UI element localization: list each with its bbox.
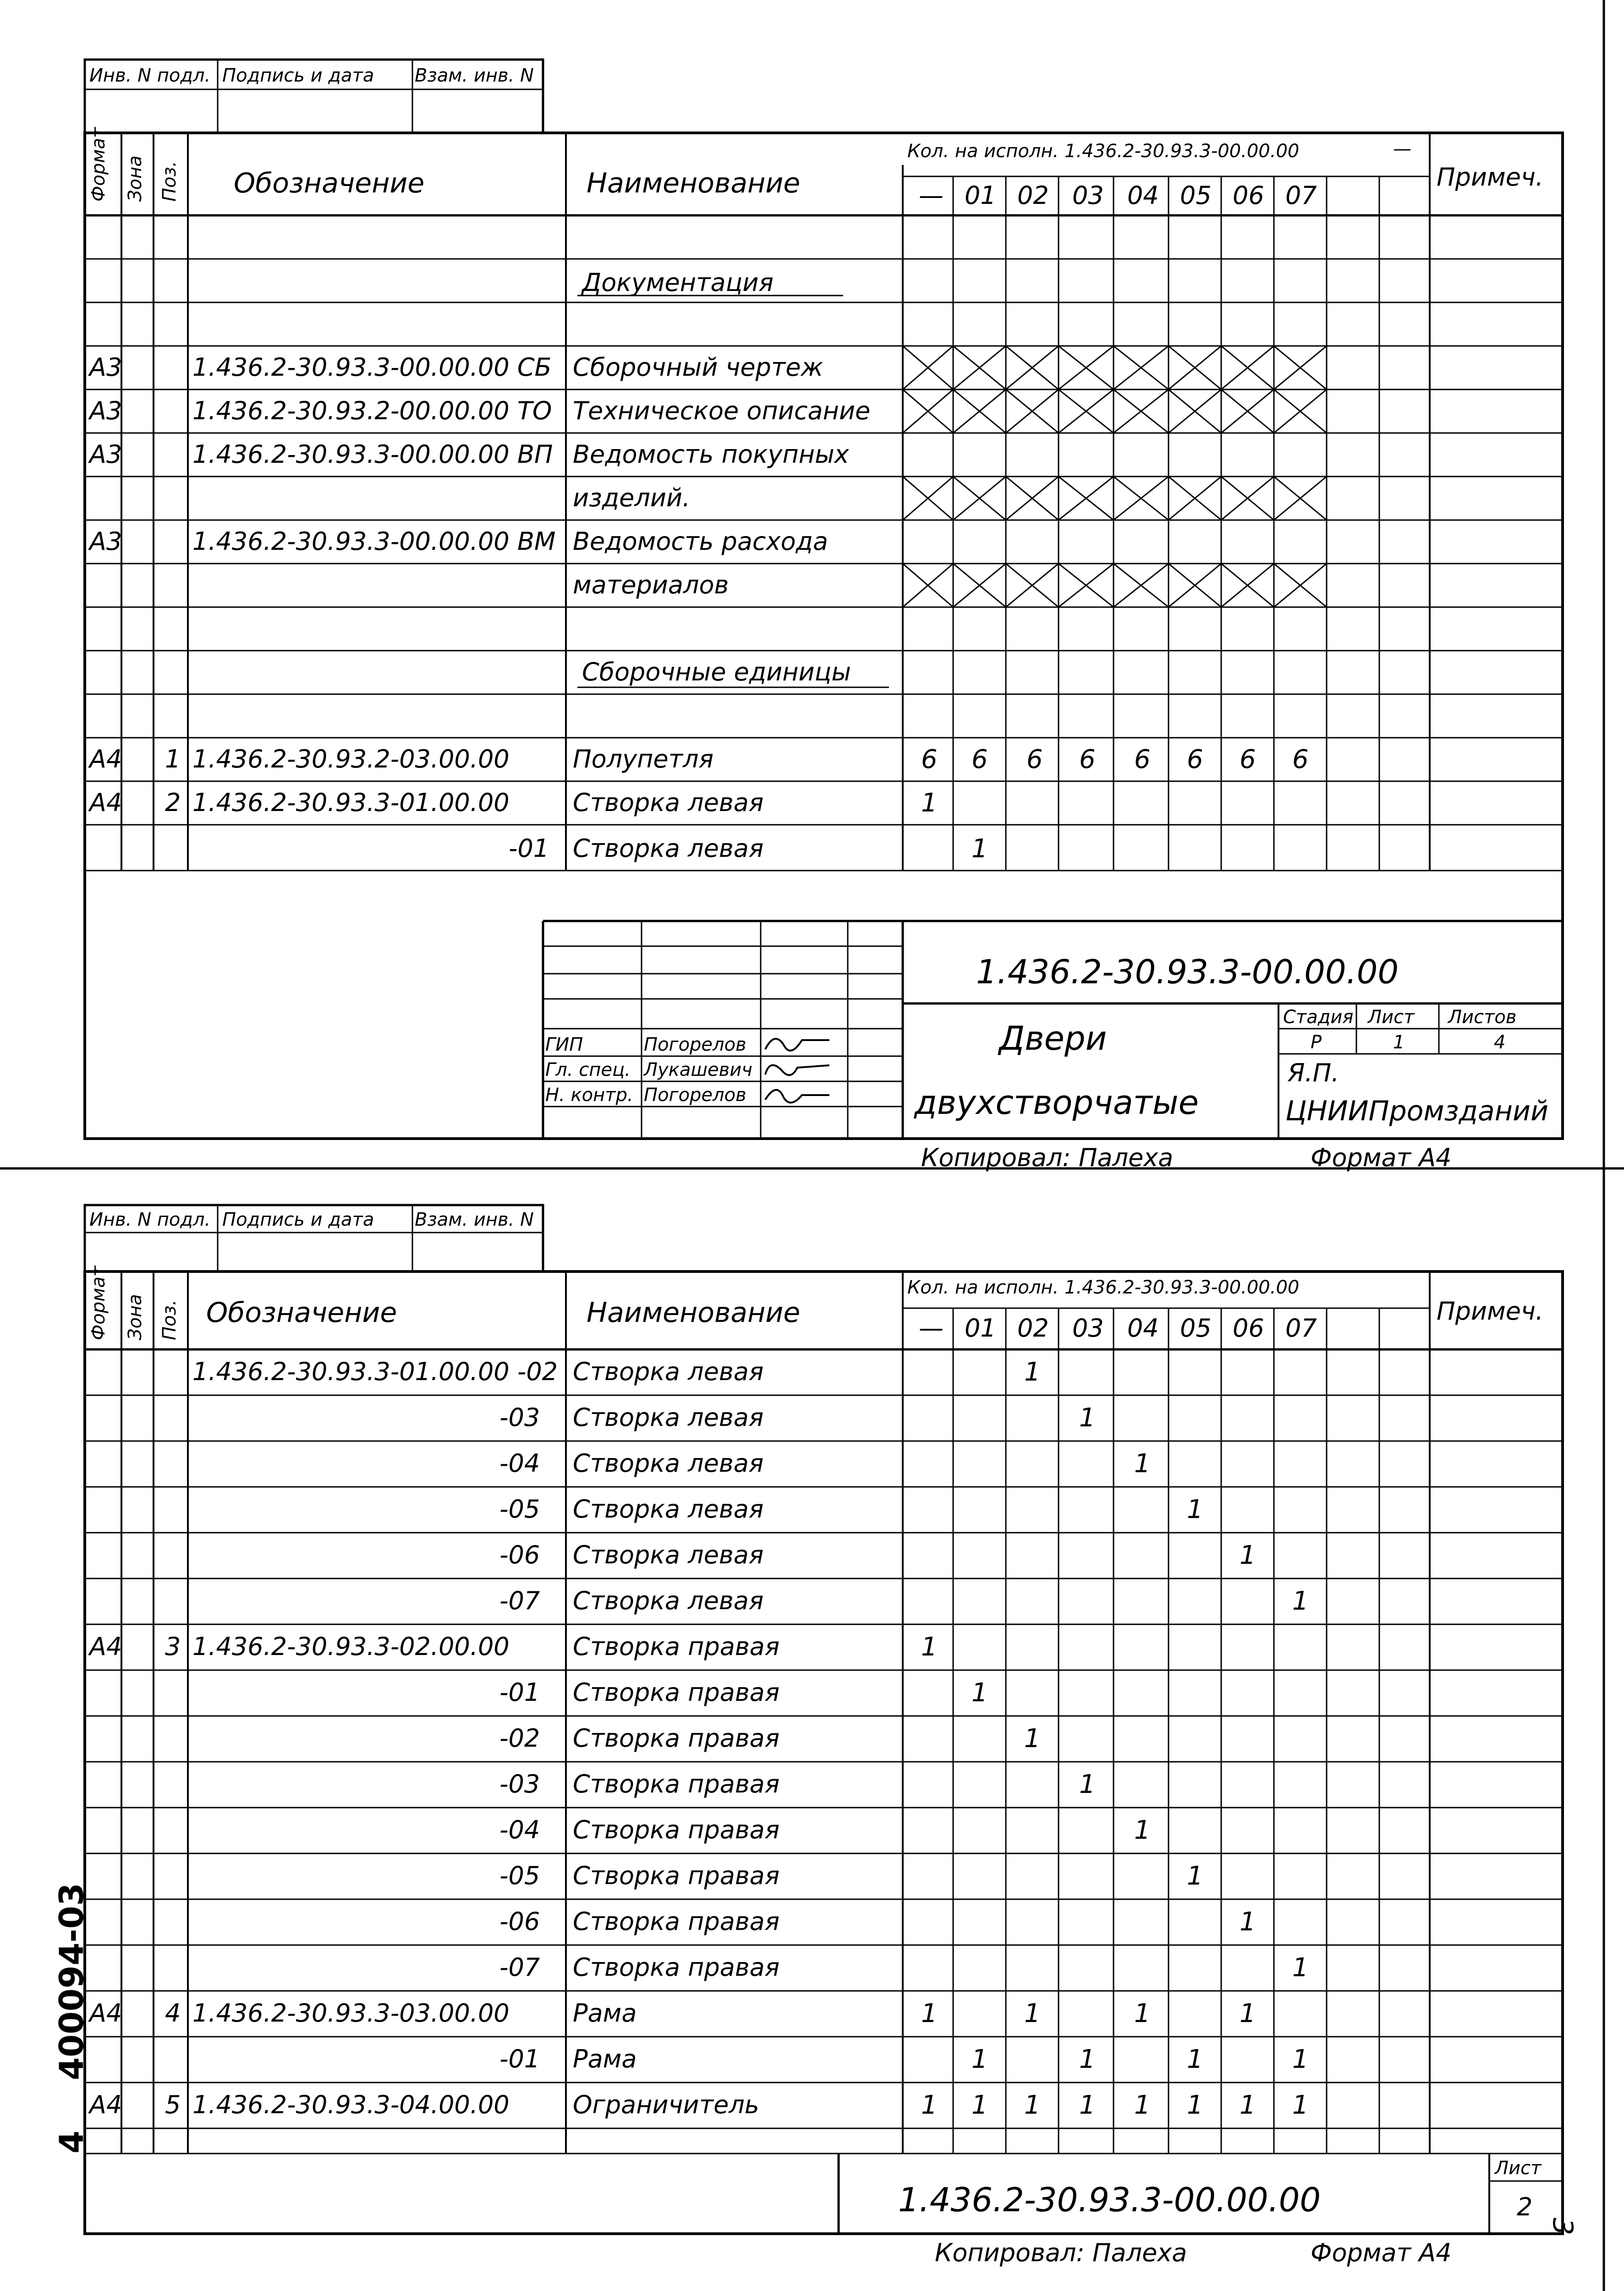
row-designation: -01 xyxy=(499,1678,540,1707)
header-designation: Обозначение xyxy=(234,167,425,199)
role-chief-spec: Гл. спец. xyxy=(545,1059,631,1080)
row-name: Полупетля xyxy=(573,745,714,773)
signer-name: Лукашевич xyxy=(644,1059,752,1080)
row-designation: 1.436.2-30.93.3-03.00.00 xyxy=(192,1999,510,2028)
row-name: Створка правая xyxy=(573,1953,780,1982)
variant-col: 04 xyxy=(1127,1314,1159,1343)
row-format: А4 xyxy=(89,745,122,773)
row-format: А3 xyxy=(89,396,122,425)
row-name: Ограничитель xyxy=(573,2090,759,2119)
row-name: Рама xyxy=(573,2044,637,2073)
header-zone: Зона xyxy=(125,1294,146,1340)
variant-col: 07 xyxy=(1285,1314,1317,1343)
row-designation: -04 xyxy=(499,1449,540,1478)
signer-name: Погорелов xyxy=(644,1085,746,1106)
header-designation: Обозначение xyxy=(206,1297,397,1329)
header-qty-title: Кол. на исполн. 1.436.2-30.93.3-00.00.00 xyxy=(907,1277,1300,1298)
row-pos: 4 xyxy=(165,1999,181,2028)
qty-cell: 1 xyxy=(1024,2090,1041,2120)
section-docs: Документация xyxy=(582,268,774,297)
qty-cell: 1 xyxy=(971,1678,988,1708)
row-designation: 1.436.2-30.93.3-01.00.00 -02 xyxy=(192,1357,558,1386)
qty-cell: 1 xyxy=(1187,2044,1203,2074)
footer-copied: Копировал: Палеха xyxy=(921,1143,1174,1172)
header-note: Примеч. xyxy=(1437,1297,1544,1326)
row-pos: 2 xyxy=(165,788,181,817)
row-pos: 3 xyxy=(165,1632,181,1661)
row-designation: 1.436.2-30.93.3-02.00.00 xyxy=(192,1632,510,1661)
qty-cell: 1 xyxy=(1240,1907,1256,1937)
stamp-inv-cell: Инв. N подл. xyxy=(89,1209,211,1230)
row-name: Створка левая xyxy=(573,834,764,863)
row-designation: -03 xyxy=(499,1770,540,1798)
title-line-1: Двери xyxy=(999,1019,1107,1058)
row-name: Створка левая xyxy=(573,1540,764,1569)
row-designation: -05 xyxy=(499,1495,540,1524)
row-name: Створка правая xyxy=(573,1815,780,1844)
variant-col: 05 xyxy=(1180,1314,1212,1343)
qty-cell: 1 xyxy=(1134,1999,1151,2028)
variant-col: 01 xyxy=(965,1314,996,1343)
variant-col: 05 xyxy=(1180,181,1212,210)
title-block-code: 1.436.2-30.93.3-00.00.00 xyxy=(976,953,1399,991)
footer-format: Формат А4 xyxy=(1311,2238,1452,2267)
stamp-sign-cell: Подпись и дата xyxy=(222,65,374,86)
row-designation: 1.436.2-30.93.3-00.00.00 ВМ xyxy=(192,527,556,556)
header-format: Формат xyxy=(88,127,109,202)
qty-cell: 1 xyxy=(1024,1999,1041,2028)
header-note: Примеч. xyxy=(1437,163,1544,192)
row-name: Ведомость покупных xyxy=(573,440,849,469)
sheets-label: Листов xyxy=(1448,1007,1517,1028)
row-name: Сборочный чертеж xyxy=(573,353,823,382)
row-name: Створка левая xyxy=(573,1586,764,1615)
variant-col: 02 xyxy=(1017,1314,1049,1343)
row-designation: -04 xyxy=(499,1815,540,1844)
stamp-inv-cell: Инв. N подл. xyxy=(89,65,211,86)
row-format: А4 xyxy=(89,1999,122,2028)
qty-cell: 1 xyxy=(921,788,938,818)
sheet-label: Лист xyxy=(1495,2158,1542,2179)
variant-col: 03 xyxy=(1072,181,1104,210)
qty-cell: 6 xyxy=(1240,745,1256,774)
row-format: А3 xyxy=(89,440,122,469)
row-designation: -07 xyxy=(499,1586,540,1615)
row-name: Створка левая xyxy=(573,1449,764,1478)
variant-col: 03 xyxy=(1072,1314,1104,1343)
qty-cell: 1 xyxy=(1024,1357,1041,1387)
qty-cell: 1 xyxy=(971,2044,988,2074)
qty-cell: 1 xyxy=(971,834,988,864)
row-format: А3 xyxy=(89,353,122,382)
qty-cell: 1 xyxy=(1079,1403,1096,1433)
stamp-sign-cell: Подпись и дата xyxy=(222,1209,374,1230)
qty-cell: 1 xyxy=(921,1632,938,1662)
qty-cell: 6 xyxy=(1134,745,1151,774)
role-gip: ГИП xyxy=(545,1034,583,1055)
variant-col: — xyxy=(919,181,944,210)
qty-cell: 6 xyxy=(1187,745,1203,774)
header-qty-title: Кол. на исполн. 1.436.2-30.93.3-00.00.00 xyxy=(907,141,1300,162)
row-name: Створка правая xyxy=(573,1678,780,1707)
stage-label: Стадия xyxy=(1283,1007,1354,1028)
title-block-code: 1.436.2-30.93.3-00.00.00 xyxy=(898,2181,1321,2219)
row-designation: -01 xyxy=(499,2044,540,2073)
row-name: Створка левая xyxy=(573,1495,764,1524)
sheet-value: 2 xyxy=(1517,2192,1533,2221)
row-designation: 1.436.2-30.93.2-00.00.00 ТО xyxy=(192,396,552,425)
qty-cell: 1 xyxy=(1134,1449,1151,1479)
header-pos: Поз. xyxy=(159,1299,180,1340)
row-designation: -02 xyxy=(499,1724,540,1753)
archive-doc-number: 400094-03 xyxy=(52,1883,91,2080)
header-qty-dash: — xyxy=(1393,138,1411,159)
row-designation: 1.436.2-30.93.3-01.00.00 xyxy=(192,788,510,817)
header-zone: Зона xyxy=(125,155,146,202)
qty-cell: 1 xyxy=(1292,2090,1309,2120)
header-format: Формат xyxy=(88,1266,109,1340)
variant-col: 02 xyxy=(1017,181,1049,210)
row-name: Створка левая xyxy=(573,788,764,817)
sheets-value: 4 xyxy=(1494,1032,1506,1053)
row-pos: 1 xyxy=(165,745,181,773)
corner-mark: 3 xyxy=(1547,2218,1579,2236)
header-name: Наименование xyxy=(587,1297,801,1329)
row-name: Техническое описание xyxy=(573,396,871,425)
stamp-replace-cell: Взам. инв. N xyxy=(415,65,534,86)
row-format: А4 xyxy=(89,788,122,817)
qty-cell: 1 xyxy=(1024,1724,1041,1754)
variant-col: 01 xyxy=(965,181,996,210)
row-designation: 1.436.2-30.93.3-00.00.00 ВП xyxy=(192,440,553,469)
stage-value: Р xyxy=(1311,1032,1322,1053)
row-name-cont: изделий. xyxy=(573,483,691,512)
qty-cell: 1 xyxy=(1292,1586,1309,1616)
row-pos: 5 xyxy=(165,2090,181,2119)
row-name-cont: материалов xyxy=(573,570,729,599)
variant-col: 04 xyxy=(1127,181,1159,210)
qty-cell: 1 xyxy=(921,1999,938,2028)
variant-col: 07 xyxy=(1285,181,1317,210)
qty-cell: 1 xyxy=(1134,2090,1151,2120)
qty-cell: 1 xyxy=(1240,2090,1256,2120)
qty-cell: 1 xyxy=(1292,2044,1309,2074)
qty-cell: 6 xyxy=(1079,745,1096,774)
qty-cell: 1 xyxy=(971,2090,988,2120)
qty-cell: 1 xyxy=(1187,1861,1203,1891)
signer-name: Погорелов xyxy=(644,1034,746,1055)
sheet-label: Лист xyxy=(1368,1007,1415,1028)
qty-cell: 6 xyxy=(971,745,988,774)
row-name: Створка правая xyxy=(573,1770,780,1798)
qty-cell: 1 xyxy=(1240,1540,1256,1570)
footer-format: Формат А4 xyxy=(1311,1143,1452,1172)
sheet-value: 1 xyxy=(1393,1032,1405,1053)
header-pos: Поз. xyxy=(159,161,180,202)
variant-col: — xyxy=(919,1314,944,1343)
org-line-2: ЦНИИПромзданий xyxy=(1285,1095,1549,1127)
row-designation: -07 xyxy=(499,1953,540,1982)
row-designation: 1.436.2-30.93.3-00.00.00 СБ xyxy=(192,353,552,382)
archive-page-number: 4 xyxy=(52,2130,91,2154)
row-designation: 1.436.2-30.93.3-04.00.00 xyxy=(192,2090,510,2119)
row-designation: -01 xyxy=(509,834,549,863)
qty-cell: 1 xyxy=(1079,2090,1096,2120)
section-units: Сборочные единицы xyxy=(582,658,851,686)
row-name: Створка левая xyxy=(573,1403,764,1432)
variant-col: 06 xyxy=(1233,1314,1264,1343)
row-designation: -05 xyxy=(499,1861,540,1890)
row-name: Рама xyxy=(573,1999,637,2028)
stamp-replace-cell: Взам. инв. N xyxy=(415,1209,534,1230)
row-name: Ведомость расхода xyxy=(573,527,828,556)
row-name: Створка левая xyxy=(573,1357,764,1386)
row-name: Створка правая xyxy=(573,1861,780,1890)
qty-cell: 6 xyxy=(1026,745,1043,774)
row-designation: -03 xyxy=(499,1403,540,1432)
row-name: Створка правая xyxy=(573,1907,780,1936)
header-name: Наименование xyxy=(587,167,801,199)
row-format: А4 xyxy=(89,2090,122,2119)
qty-cell: 1 xyxy=(1134,1815,1151,1845)
variant-col: 06 xyxy=(1233,181,1264,210)
row-name: Створка правая xyxy=(573,1632,780,1661)
qty-cell: 1 xyxy=(921,2090,938,2120)
qty-cell: 1 xyxy=(1292,1953,1309,1983)
qty-cell: 6 xyxy=(921,745,938,774)
qty-cell: 1 xyxy=(1240,1999,1256,2028)
org-line-1: Я.П. xyxy=(1288,1058,1339,1087)
row-format: А3 xyxy=(89,527,122,556)
row-name: Створка правая xyxy=(573,1724,780,1753)
row-designation: -06 xyxy=(499,1540,540,1569)
row-designation: -06 xyxy=(499,1907,540,1936)
role-norm-control: Н. контр. xyxy=(545,1085,633,1106)
row-format: А4 xyxy=(89,1632,122,1661)
title-line-2: двухстворчатые xyxy=(914,1083,1199,1122)
qty-cell: 1 xyxy=(1187,2090,1203,2120)
qty-cell: 1 xyxy=(1079,2044,1096,2074)
qty-cell: 6 xyxy=(1292,745,1309,774)
footer-copied: Копировал: Палеха xyxy=(935,2238,1187,2267)
qty-cell: 1 xyxy=(1079,1770,1096,1799)
row-designation: 1.436.2-30.93.2-03.00.00 xyxy=(192,745,510,773)
qty-cell: 1 xyxy=(1187,1495,1203,1524)
